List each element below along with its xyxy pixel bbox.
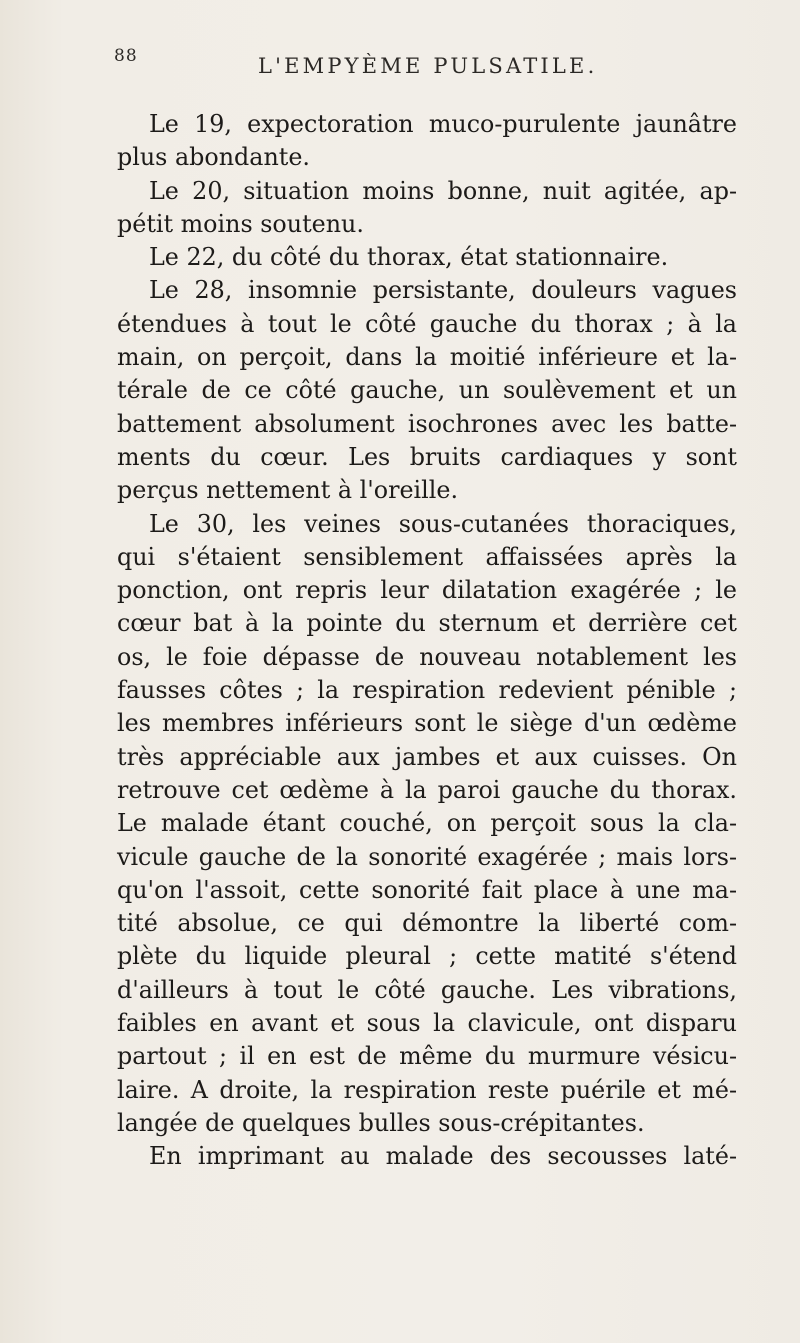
text-line: partout ; il en est de même du murmure vésicu-	[117, 1042, 737, 1071]
text-line: Le 20, situation moins bonne, nuit agitée, ap-	[149, 176, 737, 205]
text-line: plus abondante.	[117, 143, 310, 172]
text-line: Le 30, les veines sous-cutanées thoraciques,	[149, 509, 737, 538]
text-line: Le 22, du côté du thorax, état stationnaire.	[149, 243, 669, 272]
text-line: langée de quelques bulles sous-crépitantes.	[117, 1108, 645, 1137]
text-line: étendues à tout le côté gauche du thorax ; à la	[117, 309, 737, 338]
text-line: térale de ce côté gauche, un soulèvement et un	[117, 376, 737, 405]
running-header	[0, 40, 800, 80]
text-line: retrouve cet œdème à la paroi gauche du thorax.	[117, 775, 737, 804]
text-line: pétit moins soutenu.	[117, 209, 364, 238]
page-number: 88	[114, 46, 138, 66]
text-line: tité absolue, ce qui démontre la liberté com-	[117, 909, 737, 938]
text-line: En imprimant au malade des secousses laté-	[149, 1142, 737, 1171]
text-line: plète du liquide pleural ; cette matité s'étend	[117, 942, 737, 971]
body-text	[117, 108, 737, 1174]
text-line: ments du cœur. Les bruits cardiaques y sont	[117, 442, 737, 471]
text-line: ponction, ont repris leur dilatation exagérée ; le	[117, 576, 737, 605]
text-line: Le malade étant couché, on perçoit sous la cla-	[117, 809, 737, 838]
running-title: L'EMPYÈME PULSATILE.	[258, 54, 598, 78]
text-line: les membres inférieurs sont le siège d'un œdème	[117, 709, 737, 738]
text-line: vicule gauche de la sonorité exagérée ; mais lors-	[117, 842, 737, 871]
text-line: os, le foie dépasse de nouveau notablement les	[117, 642, 737, 671]
text-line: Le 28, insomnie persistante, douleurs vagues	[149, 276, 737, 305]
text-line: faibles en avant et sous la clavicule, ont disparu	[117, 1009, 737, 1038]
text-line: qui s'étaient sensiblement affaissées après la	[117, 542, 737, 571]
text-line: très appréciable aux jambes et aux cuisses. On	[117, 742, 737, 771]
text-line: perçus nettement à l'oreille.	[117, 476, 459, 505]
text-line: main, on perçoit, dans la moitié inférieure et la-	[117, 343, 737, 372]
text-line: cœur bat à la pointe du sternum et derrière cet	[117, 609, 737, 638]
text-line: Le 19, expectoration muco-purulente jaunâtre	[149, 110, 737, 138]
text-line: battement absolument isochrones avec les batte-	[117, 409, 737, 438]
text-line: qu'on l'assoit, cette sonorité fait place à une ma-	[117, 875, 737, 904]
text-line: d'ailleurs à tout le côté gauche. Les vibrations,	[117, 975, 737, 1004]
text-line: laire. A droite, la respiration reste puérile et mé-	[117, 1075, 737, 1104]
text-line: fausses côtes ; la respiration redevient pénible ;	[117, 676, 737, 705]
